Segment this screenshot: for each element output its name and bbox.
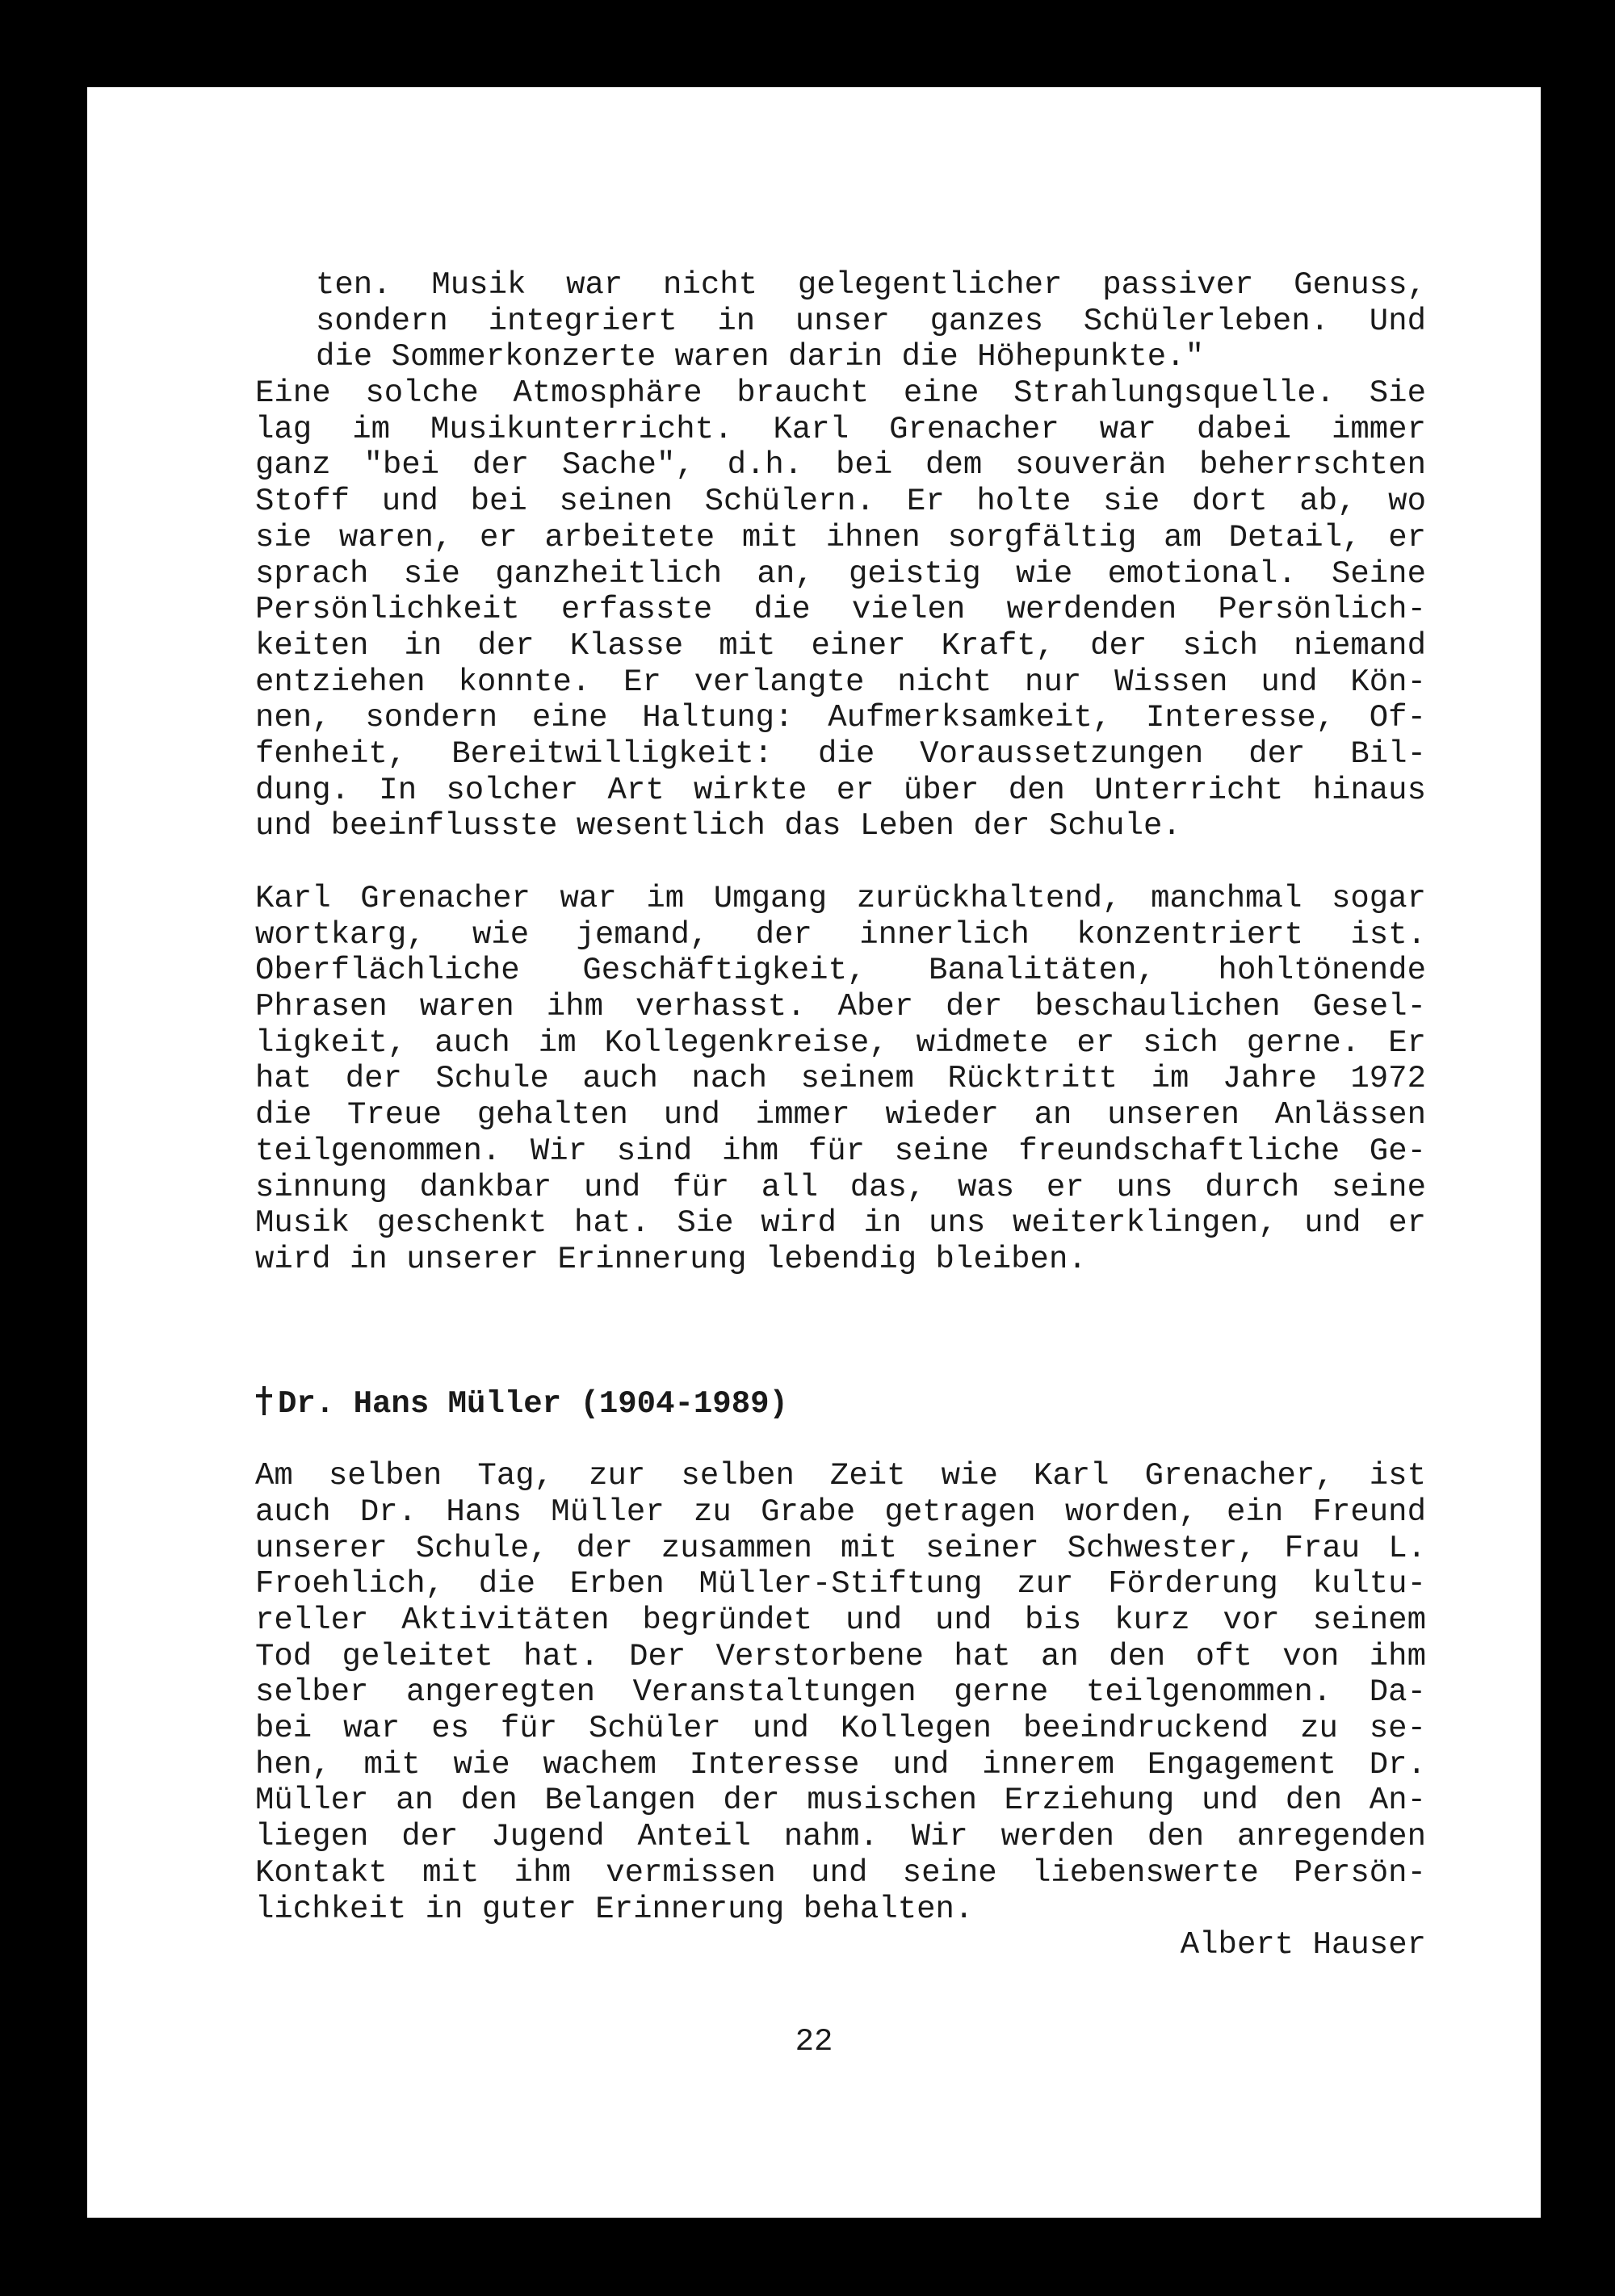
text-line: selber angeregten Veranstaltungen gerne teilgenommen. Da-: [255, 1674, 1426, 1711]
page-number: 22: [795, 2024, 833, 2059]
document-page: [87, 87, 1541, 2218]
text-line: Eine solche Atmosphäre braucht eine Strahlungsquelle. Sie: [255, 375, 1426, 412]
text-line: reller Aktivitäten begründet und und bis kurz vor seinem: [255, 1603, 1426, 1638]
text-line: wortkarg, wie jemand, der innerlich konzentriert ist.: [255, 916, 1426, 953]
quote-line: ten. Musik war nicht gelegentlicher passiver Genuss,: [316, 267, 1426, 303]
text-line: Karl Grenacher war im Umgang zurückhaltend, manchmal sogar: [255, 881, 1426, 916]
text-line: auch Dr. Hans Müller zu Grabe getragen worden, ein Freund: [255, 1494, 1426, 1530]
text-line: unserer Schule, der zusammen mit seiner Schwester, Frau L.: [255, 1530, 1426, 1566]
text-line: Froehlich, die Erben Müller-Stiftung zur Förderung kultu-: [255, 1566, 1426, 1603]
text-line: Persönlichkeit erfasste die vielen werdenden Persönlich-: [255, 592, 1426, 628]
text-line: sinnung dankbar und für all das, was er uns durch seine: [255, 1169, 1426, 1205]
paragraph-grenacher-teaching: [255, 375, 1426, 844]
paragraph-mueller: [255, 1458, 1426, 1927]
text-line: Musik geschenkt hat. Sie wird in uns weiterklingen, und er: [255, 1205, 1426, 1242]
text-line: entziehen konnte. Er verlangte nicht nur Wissen und Kön-: [255, 664, 1426, 700]
quote-block: [255, 267, 1426, 375]
quote-line: sondern integriert in unser ganzes Schülerleben. Und: [316, 303, 1426, 339]
text-line: nen, sondern eine Haltung: Aufmerksamkeit, Interesse, Of-: [255, 700, 1426, 736]
text-line: bei war es für Schüler und Kollegen beeindruckend zu se-: [255, 1711, 1426, 1747]
text-line: ganz "bei der Sache", d.h. bei dem souverän beherrschten: [255, 447, 1426, 484]
text-line: hat der Schule auch nach seinem Rücktritt im Jahre 1972: [255, 1061, 1426, 1097]
text-line: hen, mit wie wachem Interesse und innerem Engagement Dr.: [255, 1746, 1426, 1783]
document-body: [255, 267, 1426, 1963]
text-line: Oberflächliche Geschäftigkeit, Banalitäten, hohltönende: [255, 953, 1426, 989]
text-line: ligkeit, auch im Kollegenkreise, widmete er sich gerne. Er: [255, 1024, 1426, 1061]
paragraph-grenacher-character: [255, 881, 1426, 1278]
text-line: fenheit, Bereitwilligkeit: die Voraussetzungen der Bil-: [255, 735, 1426, 772]
text-line: Müller an den Belangen der musischen Erziehung und den An-: [255, 1783, 1426, 1819]
text-line: keiten in der Klasse mit einer Kraft, der sich niemand: [255, 627, 1426, 664]
text-line: teilgenommen. Wir sind ihm für seine freundschaftliche Ge-: [255, 1133, 1426, 1169]
heading-text: Dr. Hans Müller (1904-1989): [278, 1385, 788, 1422]
paragraph-spacer: [255, 844, 1426, 881]
text-line: die Treue gehalten und immer wieder an unseren Anlässen: [255, 1097, 1426, 1133]
cross-icon: [255, 1386, 273, 1415]
text-line: Phrasen waren ihm verhasst. Aber der beschaulichen Gesel-: [255, 989, 1426, 1025]
text-line: Tod geleitet hat. Der Verstorbene hat an den oft von ihm: [255, 1638, 1426, 1674]
text-line: sie waren, er arbeitete mit ihnen sorgfältig am Detail, er: [255, 519, 1426, 555]
text-line: liegen der Jugend Anteil nahm. Wir werden den anregenden: [255, 1819, 1426, 1855]
text-line: Stoff und bei seinen Schülern. Er holte sie dort ab, wo: [255, 484, 1426, 520]
text-line: sprach sie ganzheitlich an, geistig wie emotional. Seine: [255, 555, 1426, 592]
text-line: lichkeit in guter Erinnerung behalten.: [255, 1891, 974, 1927]
text-line: und beeinflusste wesentlich das Leben der Schule.: [255, 808, 1181, 844]
section-spacer: [255, 1278, 1426, 1386]
text-line: Am selben Tag, zur selben Zeit wie Karl Grenacher, ist: [255, 1458, 1426, 1494]
text-line: dung. In solcher Art wirkte er über den Unterricht hinaus: [255, 772, 1426, 808]
paragraph-spacer: [255, 1422, 1426, 1458]
quote-line: die Sommerkonzerte waren darin die Höhepunkte.": [316, 339, 1204, 375]
section-heading: [255, 1386, 1426, 1422]
author-signature: Albert Hauser: [1180, 1927, 1426, 1963]
text-line: Kontakt mit ihm vermissen und seine liebenswerte Persön-: [255, 1854, 1426, 1891]
text-line: wird in unserer Erinnerung lebendig bleiben.: [255, 1241, 1087, 1277]
text-line: lag im Musikunterricht. Karl Grenacher war dabei immer: [255, 411, 1426, 447]
